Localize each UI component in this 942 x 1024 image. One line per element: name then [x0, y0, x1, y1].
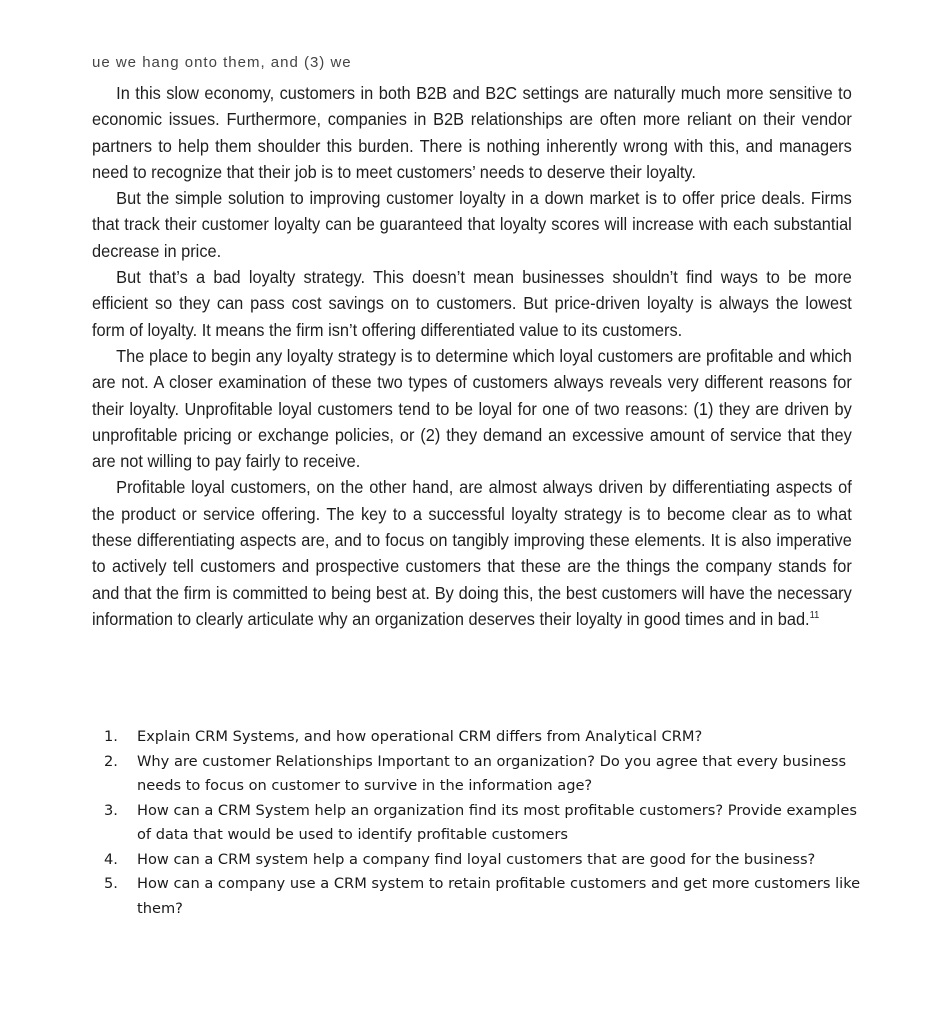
footnote-reference: 11: [809, 610, 820, 622]
question-number: 1.: [104, 728, 118, 745]
cropped-previous-line: [92, 54, 422, 71]
question-number: 2.: [104, 752, 118, 770]
paragraph: In this slow economy, customers in both B2B and B2C settings are naturally much more sensitive to economic issues. Furthermore, companies in B2B relationships are often more reliant on their vendor partners to help them shoulder this burden. There is nothing inherently wrong with this, and managers need to recognize that their job is to meet customers’ needs to deserve their loyalty.: [92, 83, 852, 182]
question-item: [104, 872, 864, 921]
question-list: [104, 725, 864, 921]
question-text: How can a CRM System help an organization find its most profitable customers? Provide examples of data that would be used to identify profitable customers: [137, 801, 857, 843]
question-item: [104, 848, 864, 873]
paragraph-last: [92, 474, 852, 632]
paragraph-text: Profitable loyal customers, on the other hand, are almost always driven by differentiating aspects of the product or service offering. The key to a successful loyalty strategy is to become clear as to what these differentiating aspects are, and to focus on tangibly improving these elements. It is also imperative to actively tell customers and prospective customers that these are the things the company stands for and that the firm is committed to being best at. By doing this, the best customers will have the necessary information to clearly articulate why an organization deserves their loyalty in good times and in bad.: [92, 477, 852, 629]
question-item: [104, 799, 864, 848]
question-item: [104, 750, 864, 799]
article-text: [92, 80, 852, 632]
question-number: 3.: [104, 801, 118, 819]
paragraph: But the simple solution to improving customer loyalty in a down market is to offer price deals. Firms that track their customer loyalty can be guaranteed that loyalty scores will increase with each substantial decrease in price.: [92, 188, 852, 261]
question-text: How can a CRM system help a company find loyal customers that are good for the business?: [137, 850, 816, 868]
question-number: 4.: [104, 850, 118, 868]
paragraph: But that’s a bad loyalty strategy. This doesn’t mean businesses shouldn’t find ways to be more efficient so they can pass cost savings on to customers. But price-driven loyalty is always the lowest form of loyalty. It means the firm isn’t offering differentiated value to its customers.: [92, 267, 852, 340]
question-text: How can a company use a CRM system to retain profitable customers and get more customers like them?: [137, 875, 861, 917]
question-item: [104, 725, 864, 750]
question-number: 5.: [104, 875, 118, 892]
question-text: Explain CRM Systems, and how operational CRM differs from Analytical CRM?: [137, 728, 703, 745]
cropped-line-text: ue we hang onto them, and (3) we: [92, 54, 352, 71]
paragraph: The place to begin any loyalty strategy is to determine which loyal customers are profitable and which are not. A closer examination of these two types of customers always reveals very different reasons for their loyalty. Unprofitable loyal customers tend to be loyal for one of two reasons: (1) they are driven by unprofitable pricing or exchange policies, or (2) they demand an excessive amount of service that they are not willing to pay fairly to receive.: [92, 345, 852, 472]
question-text: Why are customer Relationships Important to an organization? Do you agree that every business needs to focus on customer to survive in the information age?: [137, 752, 847, 794]
